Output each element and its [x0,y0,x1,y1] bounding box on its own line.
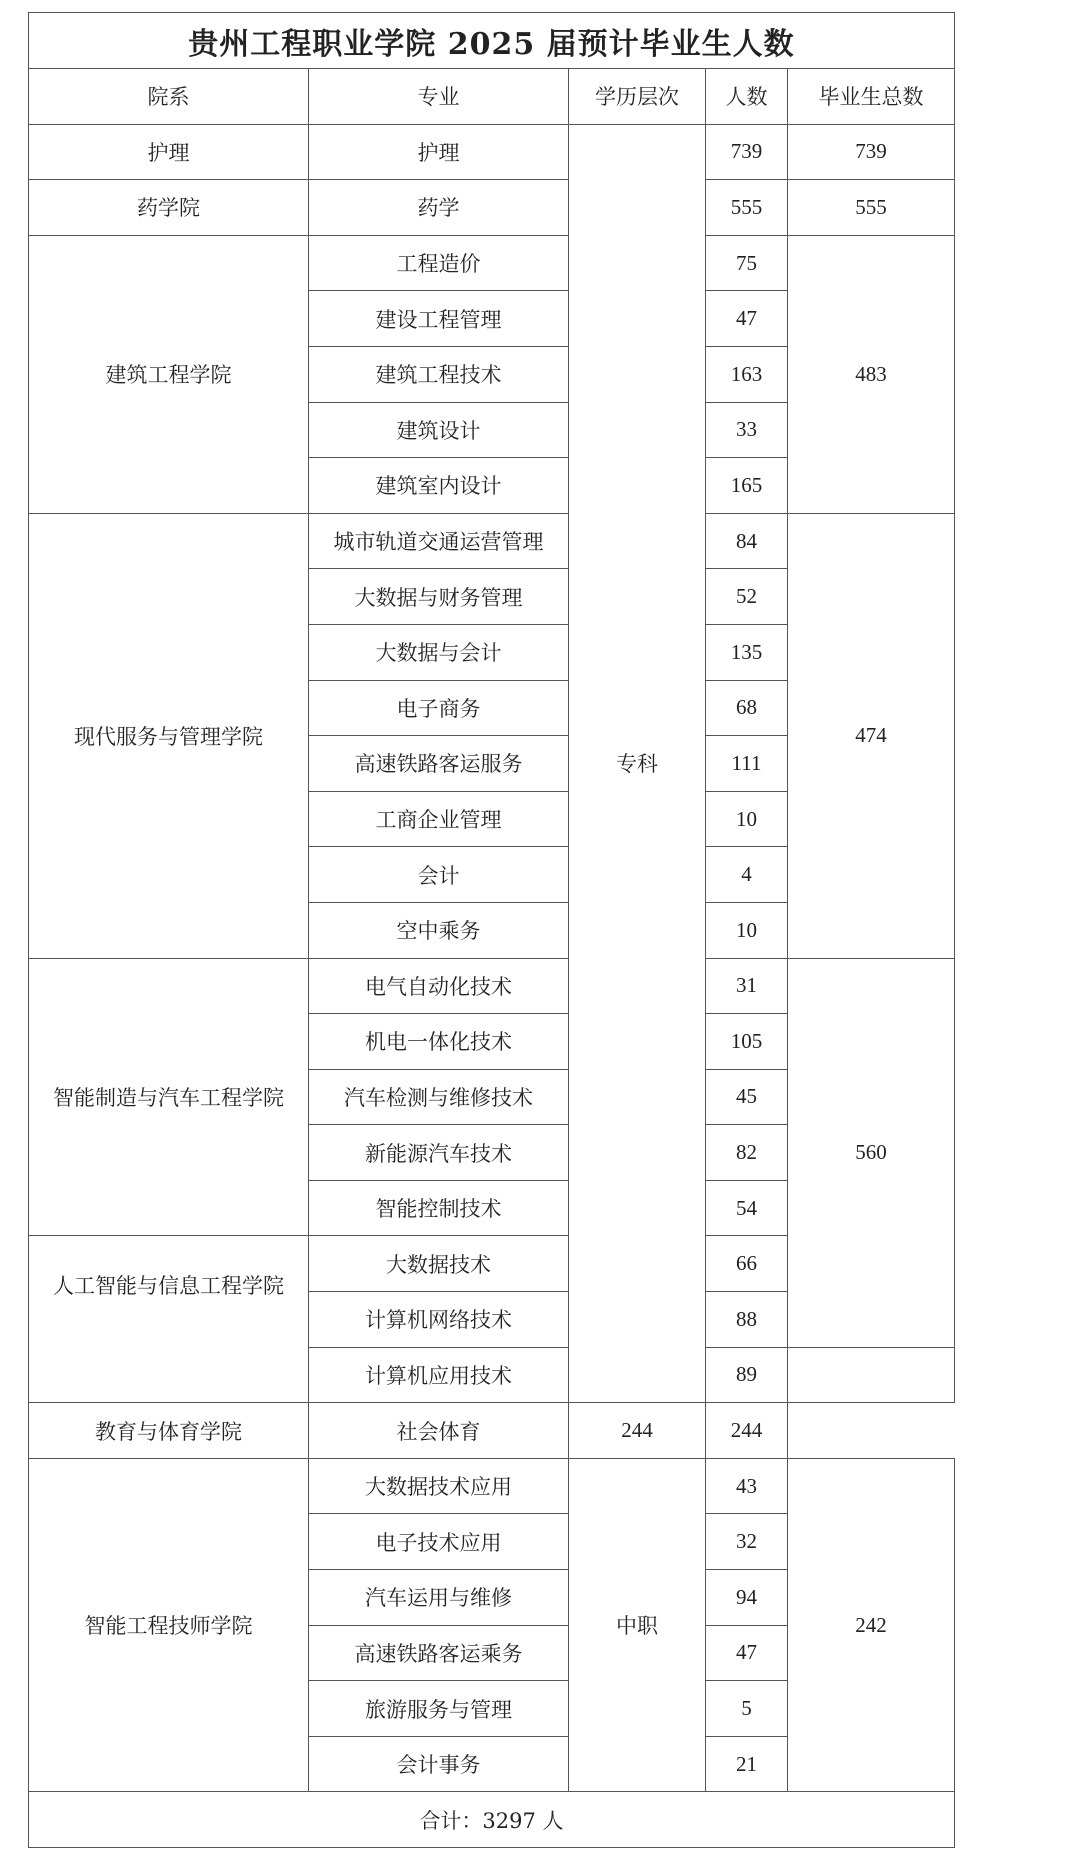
major-cell: 大数据技术应用 [309,1458,569,1514]
major-cell: 护理 [309,124,569,180]
table-row [29,124,955,180]
major-cell: 计算机网络技术 [309,1292,569,1348]
major-cell: 城市轨道交通运营管理 [309,513,569,569]
total-cell-empty [788,1347,955,1403]
count-cell: 54 [706,1180,788,1236]
level-cell-zhongzhi: 中职 [569,1458,706,1792]
count-cell: 82 [706,1125,788,1181]
department-cell: 现代服务与管理学院 [29,513,309,958]
major-cell: 高速铁路客运服务 [309,736,569,792]
major-cell: 机电一体化技术 [309,1014,569,1070]
count-cell: 21 [706,1736,788,1792]
count-cell: 10 [706,902,788,958]
total-cell: 555 [788,180,955,236]
major-cell: 智能控制技术 [309,1180,569,1236]
count-cell: 75 [706,235,788,291]
department-cell: 药学院 [29,180,309,236]
major-cell: 药学 [309,180,569,236]
major-cell: 汽车运用与维修 [309,1570,569,1626]
table-row [29,1403,955,1459]
count-cell: 244 [569,1403,706,1459]
major-cell: 工商企业管理 [309,791,569,847]
total-cell: 244 [706,1403,788,1459]
count-cell: 94 [706,1570,788,1626]
table-row [29,513,955,569]
count-cell: 4 [706,847,788,903]
header-major: 专业 [309,69,569,125]
count-cell: 88 [706,1292,788,1348]
count-cell: 52 [706,569,788,625]
count-cell: 31 [706,958,788,1014]
department-cell: 教育与体育学院 [29,1403,309,1459]
count-cell: 5 [706,1681,788,1737]
major-cell: 空中乘务 [309,902,569,958]
major-cell: 大数据技术 [309,1236,569,1292]
count-cell: 165 [706,458,788,514]
count-cell: 163 [706,346,788,402]
table-row [29,958,955,1014]
graduates-table [28,12,955,1848]
major-cell: 电气自动化技术 [309,958,569,1014]
major-cell: 高速铁路客运乘务 [309,1625,569,1681]
major-cell: 电子技术应用 [309,1514,569,1570]
count-cell: 45 [706,1069,788,1125]
count-cell: 66 [706,1236,788,1292]
count-cell: 10 [706,791,788,847]
major-cell: 大数据与会计 [309,624,569,680]
major-cell: 旅游服务与管理 [309,1681,569,1737]
major-cell: 会计事务 [309,1736,569,1792]
major-cell: 新能源汽车技术 [309,1125,569,1181]
major-cell: 计算机应用技术 [309,1347,569,1403]
level-cell-zhuanke: 专科 [569,124,706,1403]
count-cell: 89 [706,1347,788,1403]
count-cell: 43 [706,1458,788,1514]
major-cell: 建筑设计 [309,402,569,458]
major-cell: 电子商务 [309,680,569,736]
grand-total: 合计：3297 人 [29,1792,955,1848]
major-cell: 社会体育 [309,1403,569,1459]
header-count: 人数 [706,69,788,125]
total-cell: 242 [788,1458,955,1792]
header-level: 学历层次 [569,69,706,125]
count-cell: 32 [706,1514,788,1570]
department-cell: 建筑工程学院 [29,235,309,513]
department-cell: 人工智能与信息工程学院 [29,1236,309,1403]
major-cell: 建设工程管理 [309,291,569,347]
table-row [29,1458,955,1514]
table-title: 贵州工程职业学院 2025 届预计毕业生人数 [29,13,955,69]
department-cell: 智能工程技师学院 [29,1458,309,1792]
major-cell: 汽车检测与维修技术 [309,1069,569,1125]
count-cell: 33 [706,402,788,458]
major-cell: 工程造价 [309,235,569,291]
count-cell: 105 [706,1014,788,1070]
table-row [29,235,955,291]
count-cell: 84 [706,513,788,569]
count-cell: 555 [706,180,788,236]
department-cell: 智能制造与汽车工程学院 [29,958,309,1236]
title-row [29,13,955,69]
department-cell: 护理 [29,124,309,180]
total-cell: 474 [788,513,955,958]
count-cell: 135 [706,624,788,680]
major-cell: 大数据与财务管理 [309,569,569,625]
header-row [29,69,955,125]
footer-row [29,1792,955,1848]
total-cell: 560 [788,958,955,1347]
total-cell: 739 [788,124,955,180]
major-cell: 建筑室内设计 [309,458,569,514]
count-cell: 68 [706,680,788,736]
header-department: 院系 [29,69,309,125]
major-cell: 建筑工程技术 [309,346,569,402]
count-cell: 47 [706,291,788,347]
table-row [29,180,955,236]
count-cell: 739 [706,124,788,180]
major-cell: 会计 [309,847,569,903]
count-cell: 47 [706,1625,788,1681]
header-total: 毕业生总数 [788,69,955,125]
total-cell: 483 [788,235,955,513]
count-cell: 111 [706,736,788,792]
